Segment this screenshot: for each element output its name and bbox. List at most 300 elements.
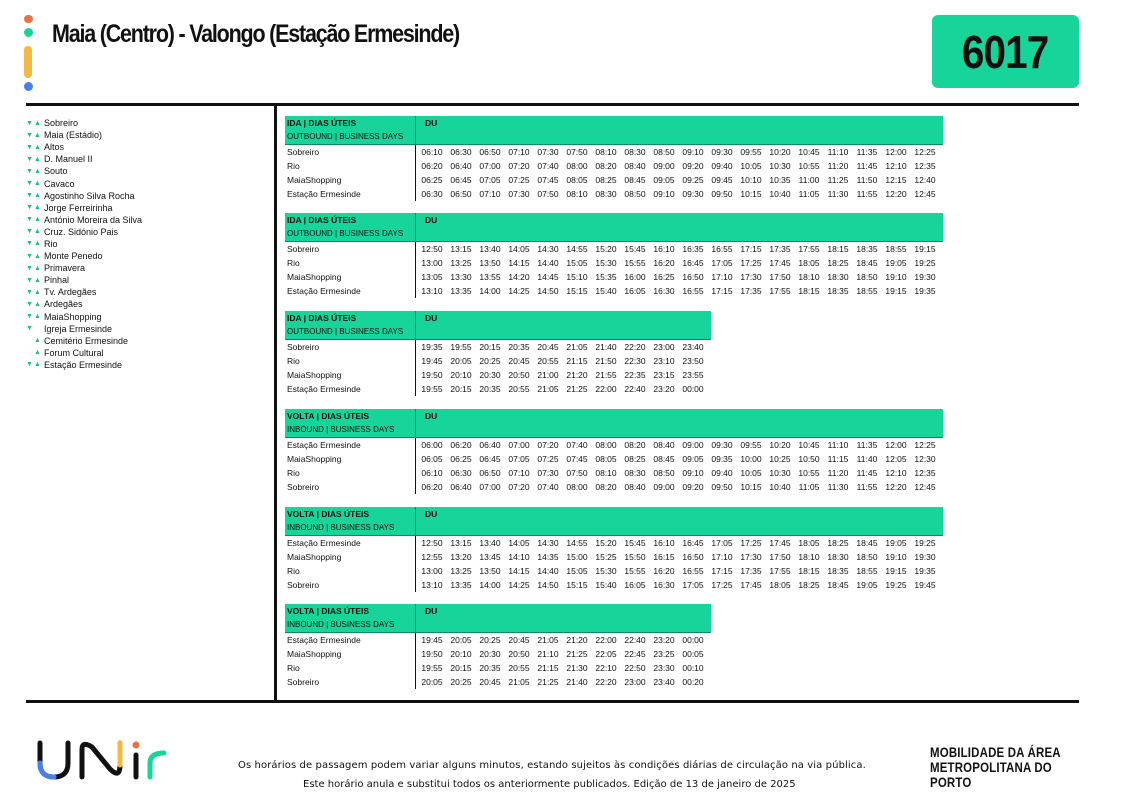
departure-time: 14:55	[566, 538, 588, 548]
departure-time: 21:20	[566, 370, 588, 380]
stop-name: Sobreiro	[287, 580, 320, 590]
outbound-triangle-icon: ▼	[26, 313, 34, 321]
departure-time: 06:30	[450, 468, 472, 478]
departure-time: 07:00	[479, 161, 501, 171]
departure-time: 13:45	[479, 552, 501, 562]
departure-time: 09:30	[711, 147, 733, 157]
departure-time: 09:05	[653, 175, 675, 185]
departure-time: 14:10	[508, 552, 530, 562]
timetable	[285, 213, 943, 298]
inbound-triangle-icon: ▲	[33, 143, 42, 151]
departure-time: 08:40	[624, 482, 646, 492]
departure-time: 17:35	[740, 566, 762, 576]
day-type-code: DU	[425, 509, 438, 519]
inbound-triangle-icon: ▲	[33, 131, 42, 139]
route-number: 6017	[962, 25, 1049, 78]
departure-time: 14:30	[537, 538, 559, 548]
outbound-triangle-icon: ▼	[26, 143, 34, 151]
departure-time: 14:40	[537, 566, 559, 576]
footer-note-variation: Os horários de passagem podem variar alguns minutos, estando sujeitos às condições diárias de circulação na via pública.	[238, 760, 866, 771]
departure-time: 19:10	[885, 272, 907, 282]
departure-time: 15:30	[595, 258, 617, 268]
departure-time: 22:40	[624, 384, 646, 394]
direction-markers	[26, 265, 44, 272]
departure-time: 18:25	[827, 538, 849, 548]
stop-name: Cruz. Sidónio Pais	[44, 226, 119, 237]
outbound-triangle-icon: ▼	[26, 131, 34, 139]
departure-time: 08:25	[624, 454, 646, 464]
departure-time: 17:45	[740, 580, 762, 590]
stop-item	[26, 190, 142, 202]
departure-time: 14:15	[508, 566, 530, 576]
departure-time: 22:00	[595, 635, 617, 645]
departure-time: 07:25	[508, 175, 530, 185]
row-separator	[415, 145, 416, 159]
vertical-divider	[274, 104, 277, 702]
departure-time: 21:25	[566, 649, 588, 659]
departure-time: 15:55	[624, 258, 646, 268]
departure-time: 11:35	[856, 440, 878, 450]
departure-time: 18:05	[769, 580, 791, 590]
departure-time: 11:20	[827, 161, 849, 171]
departure-time: 17:30	[740, 552, 762, 562]
stop-name: Agostinho Silva Rocha	[44, 190, 135, 201]
departure-time: 13:10	[421, 580, 443, 590]
departure-time: 12:50	[421, 244, 443, 254]
inbound-triangle-icon: ▲	[33, 264, 42, 272]
header-separator	[415, 604, 416, 632]
departure-time: 20:35	[508, 342, 530, 352]
row-separator	[415, 159, 416, 173]
departure-time: 17:10	[711, 272, 733, 282]
departure-time: 14:15	[508, 258, 530, 268]
departure-time: 12:10	[885, 161, 907, 171]
departure-time: 11:20	[827, 468, 849, 478]
departure-time: 13:05	[421, 272, 443, 282]
direction-markers	[26, 301, 44, 308]
inbound-triangle-icon: ▲	[33, 204, 42, 212]
departure-time: 19:15	[885, 286, 907, 296]
inbound-triangle-icon: ▲	[33, 276, 42, 284]
departure-time: 20:55	[508, 663, 530, 673]
departure-time: 20:30	[479, 649, 501, 659]
departure-time: 17:15	[711, 566, 733, 576]
departure-time: 14:00	[479, 286, 501, 296]
departure-time: 12:05	[885, 454, 907, 464]
table-row	[285, 564, 943, 578]
row-separator	[415, 284, 416, 298]
day-type-code: DU	[425, 411, 438, 421]
departure-time: 13:25	[450, 566, 472, 576]
stop-item	[26, 226, 142, 238]
departure-time: 17:35	[769, 244, 791, 254]
departure-time: 08:40	[653, 440, 675, 450]
table-row	[285, 647, 711, 661]
departure-time: 23:10	[653, 356, 675, 366]
inbound-triangle-icon: ▲	[33, 300, 42, 308]
header-separator	[415, 116, 416, 144]
departure-time: 09:50	[711, 482, 733, 492]
departure-time: 10:15	[740, 482, 762, 492]
departure-time: 11:30	[827, 189, 849, 199]
table-row	[285, 578, 943, 592]
departure-time: 08:25	[595, 175, 617, 185]
departure-time: 22:20	[595, 677, 617, 687]
departure-time: 19:10	[885, 552, 907, 562]
departure-time: 17:55	[798, 244, 820, 254]
departure-time: 18:55	[856, 286, 878, 296]
departure-time: 10:40	[769, 482, 791, 492]
departure-time: 07:05	[508, 454, 530, 464]
table-row	[285, 382, 711, 396]
departure-time: 15:45	[624, 244, 646, 254]
stop-name: MaiaShopping	[287, 175, 342, 185]
departure-time: 16:15	[653, 552, 675, 562]
stop-name: Pinhal	[44, 275, 70, 286]
departure-time: 07:05	[479, 175, 501, 185]
outbound-triangle-icon: ▼	[26, 192, 34, 200]
departure-time: 06:10	[421, 147, 443, 157]
departure-time: 17:45	[769, 538, 791, 548]
stop-name: Cemitério Ermesinde	[44, 335, 129, 346]
departure-time: 07:45	[566, 454, 588, 464]
departure-time: 07:50	[566, 468, 588, 478]
stop-name: MaiaShopping	[287, 370, 342, 380]
stop-item	[26, 202, 142, 214]
departure-time: 15:40	[595, 286, 617, 296]
direction-label-en: INBOUND | BUSINESS DAYS	[287, 620, 395, 629]
table-row	[285, 284, 943, 298]
departure-time: 07:25	[537, 454, 559, 464]
departure-time: 20:35	[479, 384, 501, 394]
departure-time: 14:55	[566, 244, 588, 254]
inbound-triangle-icon: ▲	[33, 349, 42, 357]
timetable	[285, 311, 711, 396]
departure-time: 12:25	[914, 147, 936, 157]
departure-time: 17:25	[740, 538, 762, 548]
departure-time: 12:55	[421, 552, 443, 562]
departure-time: 16:30	[653, 286, 675, 296]
departure-time: 00:20	[682, 677, 704, 687]
departure-time: 06:45	[450, 175, 472, 185]
departure-time: 08:30	[624, 468, 646, 478]
departure-time: 09:20	[682, 482, 704, 492]
departure-time: 10:45	[798, 147, 820, 157]
inbound-triangle-icon: ▲	[33, 337, 42, 345]
outbound-triangle-icon: ▼	[26, 300, 34, 308]
departure-time: 07:20	[508, 482, 530, 492]
departure-time: 23:20	[653, 635, 675, 645]
departure-time: 06:30	[421, 189, 443, 199]
inbound-triangle-icon: ▲	[33, 240, 42, 248]
departure-time: 17:50	[769, 272, 791, 282]
departure-time: 23:50	[682, 356, 704, 366]
direction-label-en: INBOUND | BUSINESS DAYS	[287, 425, 395, 434]
row-separator	[415, 675, 416, 689]
direction-markers	[26, 313, 44, 320]
stop-name: Sobreiro	[287, 147, 320, 157]
departure-time: 10:15	[740, 189, 762, 199]
departure-time: 13:10	[421, 286, 443, 296]
departure-time: 20:45	[508, 356, 530, 366]
row-separator	[415, 633, 416, 647]
departure-time: 21:50	[595, 356, 617, 366]
departure-time: 08:20	[624, 440, 646, 450]
departure-time: 16:30	[653, 580, 675, 590]
outbound-triangle-icon: ▼	[26, 276, 34, 284]
stop-item	[26, 117, 142, 129]
departure-time: 20:55	[537, 356, 559, 366]
departure-time: 21:00	[537, 370, 559, 380]
departure-time: 20:25	[479, 635, 501, 645]
departure-time: 07:20	[508, 161, 530, 171]
departure-time: 07:30	[508, 189, 530, 199]
departure-time: 23:40	[682, 342, 704, 352]
departure-time: 19:15	[885, 566, 907, 576]
departure-time: 08:00	[566, 161, 588, 171]
departure-time: 20:30	[479, 370, 501, 380]
table-row	[285, 256, 943, 270]
stop-name: Estação Ermesinde	[287, 538, 361, 548]
row-separator	[415, 661, 416, 675]
departure-time: 16:05	[624, 286, 646, 296]
departure-time: 21:25	[537, 677, 559, 687]
departure-time: 14:20	[508, 272, 530, 282]
departure-time: 07:50	[537, 189, 559, 199]
departure-time: 12:25	[914, 440, 936, 450]
departure-time: 23:00	[624, 677, 646, 687]
inbound-triangle-icon: ▲	[33, 216, 42, 224]
departure-time: 11:25	[827, 175, 849, 185]
departure-time: 12:45	[914, 482, 936, 492]
inbound-triangle-icon: ▲	[33, 361, 42, 369]
stop-item	[26, 177, 142, 189]
header-separator	[415, 409, 416, 437]
departure-time: 14:25	[508, 580, 530, 590]
departure-time: 08:10	[595, 468, 617, 478]
stop-name: Altos	[44, 142, 65, 153]
departure-time: 20:05	[450, 356, 472, 366]
departure-time: 21:40	[566, 677, 588, 687]
table-row	[285, 480, 943, 494]
departure-time: 21:10	[537, 649, 559, 659]
outbound-triangle-icon: ▼	[26, 252, 34, 260]
direction-markers	[26, 120, 44, 127]
row-separator	[415, 564, 416, 578]
departure-time: 16:10	[653, 538, 675, 548]
stop-item	[26, 347, 142, 359]
departure-time: 14:50	[537, 286, 559, 296]
departure-time: 19:30	[914, 552, 936, 562]
header-separator	[415, 213, 416, 241]
departure-time: 20:50	[508, 649, 530, 659]
stop-name: Estação Ermesinde	[287, 286, 361, 296]
departure-time: 12:35	[914, 161, 936, 171]
departure-time: 10:25	[769, 454, 791, 464]
departure-time: 00:05	[682, 649, 704, 659]
departure-time: 09:50	[711, 189, 733, 199]
row-separator	[415, 550, 416, 564]
departure-time: 18:15	[798, 286, 820, 296]
header-separator	[415, 311, 416, 339]
table-row	[285, 340, 711, 354]
outbound-triangle-icon: ▼	[26, 240, 34, 248]
departure-time: 00:00	[682, 635, 704, 645]
outbound-triangle-icon: ▼	[26, 180, 34, 188]
departure-time: 22:35	[624, 370, 646, 380]
stop-name: Cavaco	[44, 178, 75, 189]
departure-time: 17:45	[769, 258, 791, 268]
departure-time: 19:25	[914, 258, 936, 268]
table-row	[285, 452, 943, 466]
departure-time: 16:25	[653, 272, 675, 282]
timetable-header	[285, 213, 943, 242]
departure-time: 21:15	[566, 356, 588, 366]
departure-time: 21:30	[566, 663, 588, 673]
departure-time: 12:10	[885, 468, 907, 478]
stop-item	[26, 129, 142, 141]
stop-name: Rio	[44, 238, 58, 249]
stop-name: Estação Ermesinde	[287, 440, 361, 450]
departure-time: 18:10	[798, 272, 820, 282]
departure-time: 11:45	[856, 468, 878, 478]
departure-time: 16:55	[682, 286, 704, 296]
row-separator	[415, 382, 416, 396]
departure-time: 19:05	[856, 580, 878, 590]
row-separator	[415, 536, 416, 550]
departure-time: 15:15	[566, 286, 588, 296]
table-row	[285, 242, 943, 256]
table-row	[285, 536, 943, 550]
departure-time: 20:55	[508, 384, 530, 394]
departure-time: 19:45	[421, 356, 443, 366]
direction-label-en: INBOUND | BUSINESS DAYS	[287, 523, 395, 532]
inbound-triangle-icon: ▲	[33, 180, 42, 188]
direction-markers	[26, 240, 44, 247]
departure-time: 11:05	[798, 482, 820, 492]
row-separator	[415, 647, 416, 661]
departure-time: 18:50	[856, 272, 878, 282]
departure-time: 16:55	[682, 566, 704, 576]
departure-time: 20:05	[421, 677, 443, 687]
direction-label-en: OUTBOUND | BUSINESS DAYS	[287, 229, 404, 238]
departure-time: 21:05	[537, 635, 559, 645]
orange-dot	[24, 15, 33, 23]
inbound-triangle-icon: ▲	[33, 252, 42, 260]
departure-time: 18:55	[885, 244, 907, 254]
departure-time: 21:20	[566, 635, 588, 645]
departure-time: 14:25	[508, 286, 530, 296]
departure-time: 08:10	[566, 189, 588, 199]
stop-item	[26, 153, 142, 165]
stop-item	[26, 286, 142, 298]
outbound-triangle-icon: ▼	[26, 119, 34, 127]
departure-time: 21:55	[595, 370, 617, 380]
departure-time: 17:05	[682, 580, 704, 590]
departure-time: 22:05	[595, 649, 617, 659]
departure-time: 09:30	[711, 440, 733, 450]
timetable-header	[285, 409, 943, 438]
table-row	[285, 187, 943, 201]
departure-time: 22:30	[624, 356, 646, 366]
departure-time: 15:55	[624, 566, 646, 576]
stop-item	[26, 359, 142, 371]
departure-time: 17:05	[711, 258, 733, 268]
row-separator	[415, 578, 416, 592]
row-separator	[415, 480, 416, 494]
inbound-triangle-icon: ▲	[33, 228, 42, 236]
departure-time: 08:00	[566, 482, 588, 492]
direction-markers	[26, 216, 44, 223]
departure-time: 11:40	[856, 454, 878, 464]
departure-time: 10:20	[769, 147, 791, 157]
departure-time: 18:45	[856, 258, 878, 268]
timetable-header	[285, 311, 711, 340]
departure-time: 12:40	[914, 175, 936, 185]
table-row	[285, 550, 943, 564]
departure-time: 15:40	[595, 580, 617, 590]
stop-name: Sobreiro	[44, 118, 79, 129]
departure-time: 07:30	[537, 468, 559, 478]
table-row	[285, 466, 943, 480]
stop-item	[26, 298, 142, 310]
direction-label: IDA | DIAS ÚTEIS	[287, 118, 357, 128]
departure-time: 10:30	[769, 468, 791, 478]
direction-label: IDA | DIAS ÚTEIS	[287, 313, 357, 323]
departure-time: 06:50	[450, 189, 472, 199]
departure-time: 07:50	[566, 147, 588, 157]
departure-time: 06:05	[421, 454, 443, 464]
departure-time: 13:15	[450, 538, 472, 548]
departure-time: 17:05	[711, 538, 733, 548]
departure-time: 19:50	[421, 649, 443, 659]
departure-time: 13:30	[450, 272, 472, 282]
departure-time: 10:55	[798, 468, 820, 478]
departure-time: 11:55	[856, 189, 878, 199]
departure-time: 09:30	[682, 189, 704, 199]
departure-time: 16:50	[682, 552, 704, 562]
direction-markers	[26, 325, 44, 332]
timetable	[285, 116, 943, 201]
departure-time: 18:30	[827, 272, 849, 282]
departure-time: 15:05	[566, 566, 588, 576]
departure-time: 13:00	[421, 566, 443, 576]
departure-time: 19:05	[885, 538, 907, 548]
direction-markers	[26, 180, 44, 187]
departure-time: 18:05	[798, 258, 820, 268]
departure-time: 15:05	[566, 258, 588, 268]
outbound-triangle-icon: ▼	[26, 325, 34, 333]
stop-name: MaiaShopping	[287, 272, 342, 282]
stop-name: MaiaShopping	[287, 454, 342, 464]
departure-time: 11:15	[827, 454, 849, 464]
departure-time: 19:50	[421, 370, 443, 380]
stop-item	[26, 335, 142, 347]
table-row	[285, 145, 943, 159]
stop-name: Souto	[44, 166, 68, 177]
row-separator	[415, 242, 416, 256]
table-row	[285, 661, 711, 675]
departure-time: 07:00	[508, 440, 530, 450]
departure-time: 18:45	[827, 580, 849, 590]
row-separator	[415, 340, 416, 354]
departure-time: 17:30	[740, 272, 762, 282]
departure-time: 08:10	[595, 147, 617, 157]
departure-time: 19:15	[914, 244, 936, 254]
departure-time: 18:35	[856, 244, 878, 254]
outbound-triangle-icon: ▼	[26, 361, 34, 369]
departure-time: 11:10	[827, 147, 849, 157]
